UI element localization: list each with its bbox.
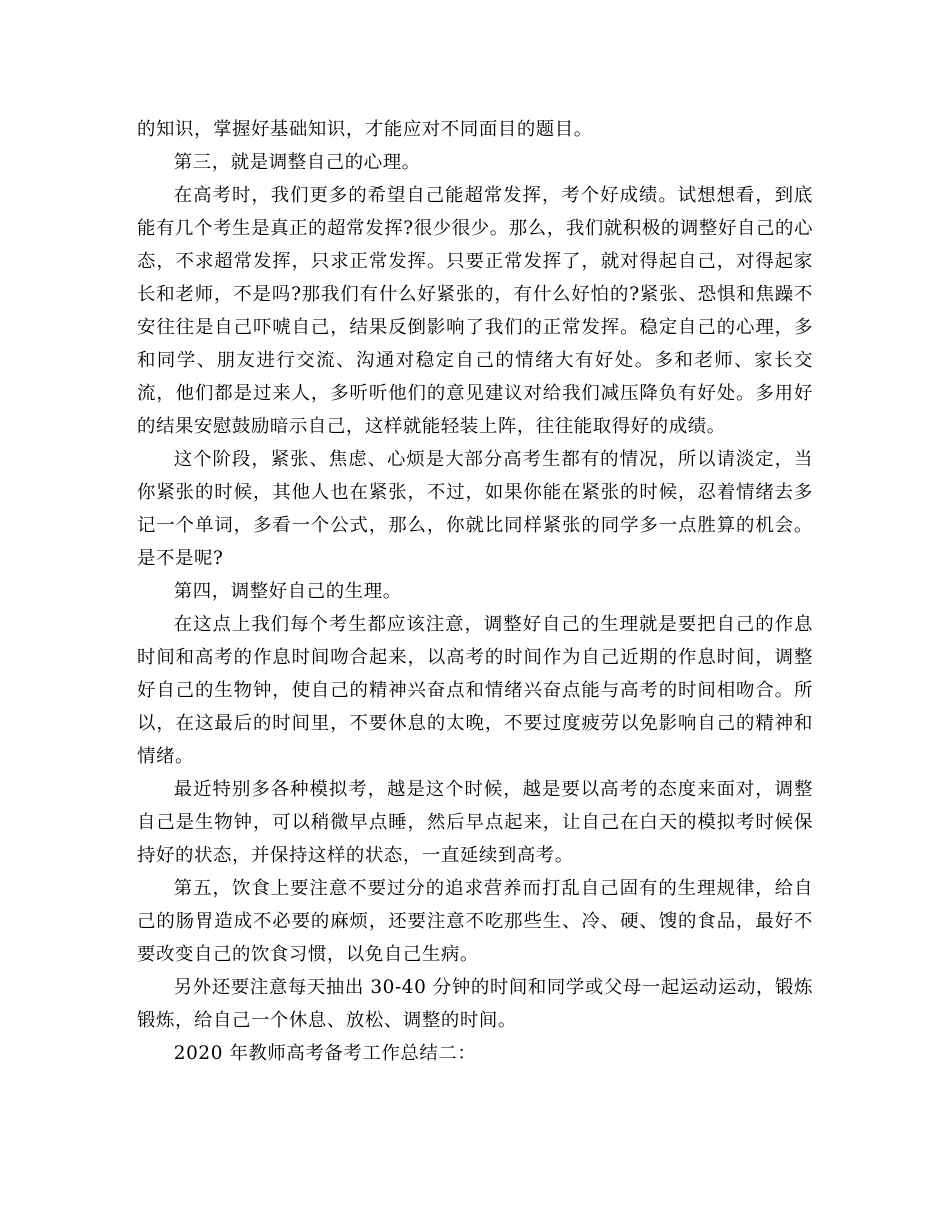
section-heading-third: 第三，就是调整自己的心理。 [173, 152, 421, 173]
paragraph-continuation: 的知识，掌握好基础知识，才能应对不同面目的题目。 [137, 119, 593, 140]
paragraph-fifth-diet: 第五，饮食上要注意不要过分的追求营养而打乱自己固有的生理规律，给自己的肠胃造成不必要的麻烦，还要注意不吃那些生、冷、硬、馊的食品，最好不要改变自己的饮食习惯，以免自己生病。 [137, 878, 813, 965]
section-heading-summary-two: 2020 年教师高考备考工作总结二： [173, 1043, 477, 1064]
document-body [137, 113, 813, 1070]
paragraph-stage-anxiety: 这个阶段，紧张、焦虑、心烦是大部分高考生都有的情况，所以请淡定，当你紧张的时候，其他人也在紧张，不过，如果你能在紧张的时候，忍着情绪去多记一个单词，多看一个公式，那么，你就比同样紧张的同学多一点胜算的机会。是不是呢? [137, 449, 813, 569]
paragraph-exercise: 另外还要注意每天抽出 30-40 分钟的时间和同学或父母一起运动运动，锻炼锻炼，给自己一个休息、放松、调整的时间。 [137, 977, 813, 1031]
paragraph-mock-exams: 最近特别多各种模拟考，越是这个时候，越是要以高考的态度来面对，调整自己是生物钟，可以稍微早点睡，然后早点起来，让自己在白天的模拟考时候保持好的状态，并保持这样的状态，一直延续到高考。 [137, 779, 813, 866]
paragraph-psychology: 在高考时，我们更多的希望自己能超常发挥，考个好成绩。试想想看，到底能有几个考生是真正的超常发挥?很少很少。那么，我们就积极的调整好自己的心态，不求超常发挥，只求正常发挥。只要正常发挥了，就对得起自己，对得起家长和老师，不是吗?那我们有什么好紧张的，有什么好怕的?紧张、恐惧和焦躁不安往往是自己吓唬自己，结果反倒影响了我们的正常发挥。稳定自己的心理，多和同学、朋友进行交流、沟通对稳定自己的情绪大有好处。多和老师、家长交流，他们都是过来人，多听听他们的意见建议对给我们减压降负有好处。多用好的结果安慰鼓励暗示自己，这样就能轻装上阵，往往能取得好的成绩。 [137, 185, 813, 437]
paragraph-physiology: 在这点上我们每个考生都应该注意，调整好自己的生理就是要把自己的作息时间和高考的作息时间吻合起来，以高考的时间作为自己近期的作息时间，调整好自己的生物钟，使自己的精神兴奋点和情绪兴奋点能与高考的时间相吻合。所以，在这最后的时间里，不要休息的太晚，不要过度疲劳以免影响自己的精神和情绪。 [137, 614, 813, 767]
section-heading-fourth: 第四，调整好自己的生理。 [173, 581, 402, 602]
